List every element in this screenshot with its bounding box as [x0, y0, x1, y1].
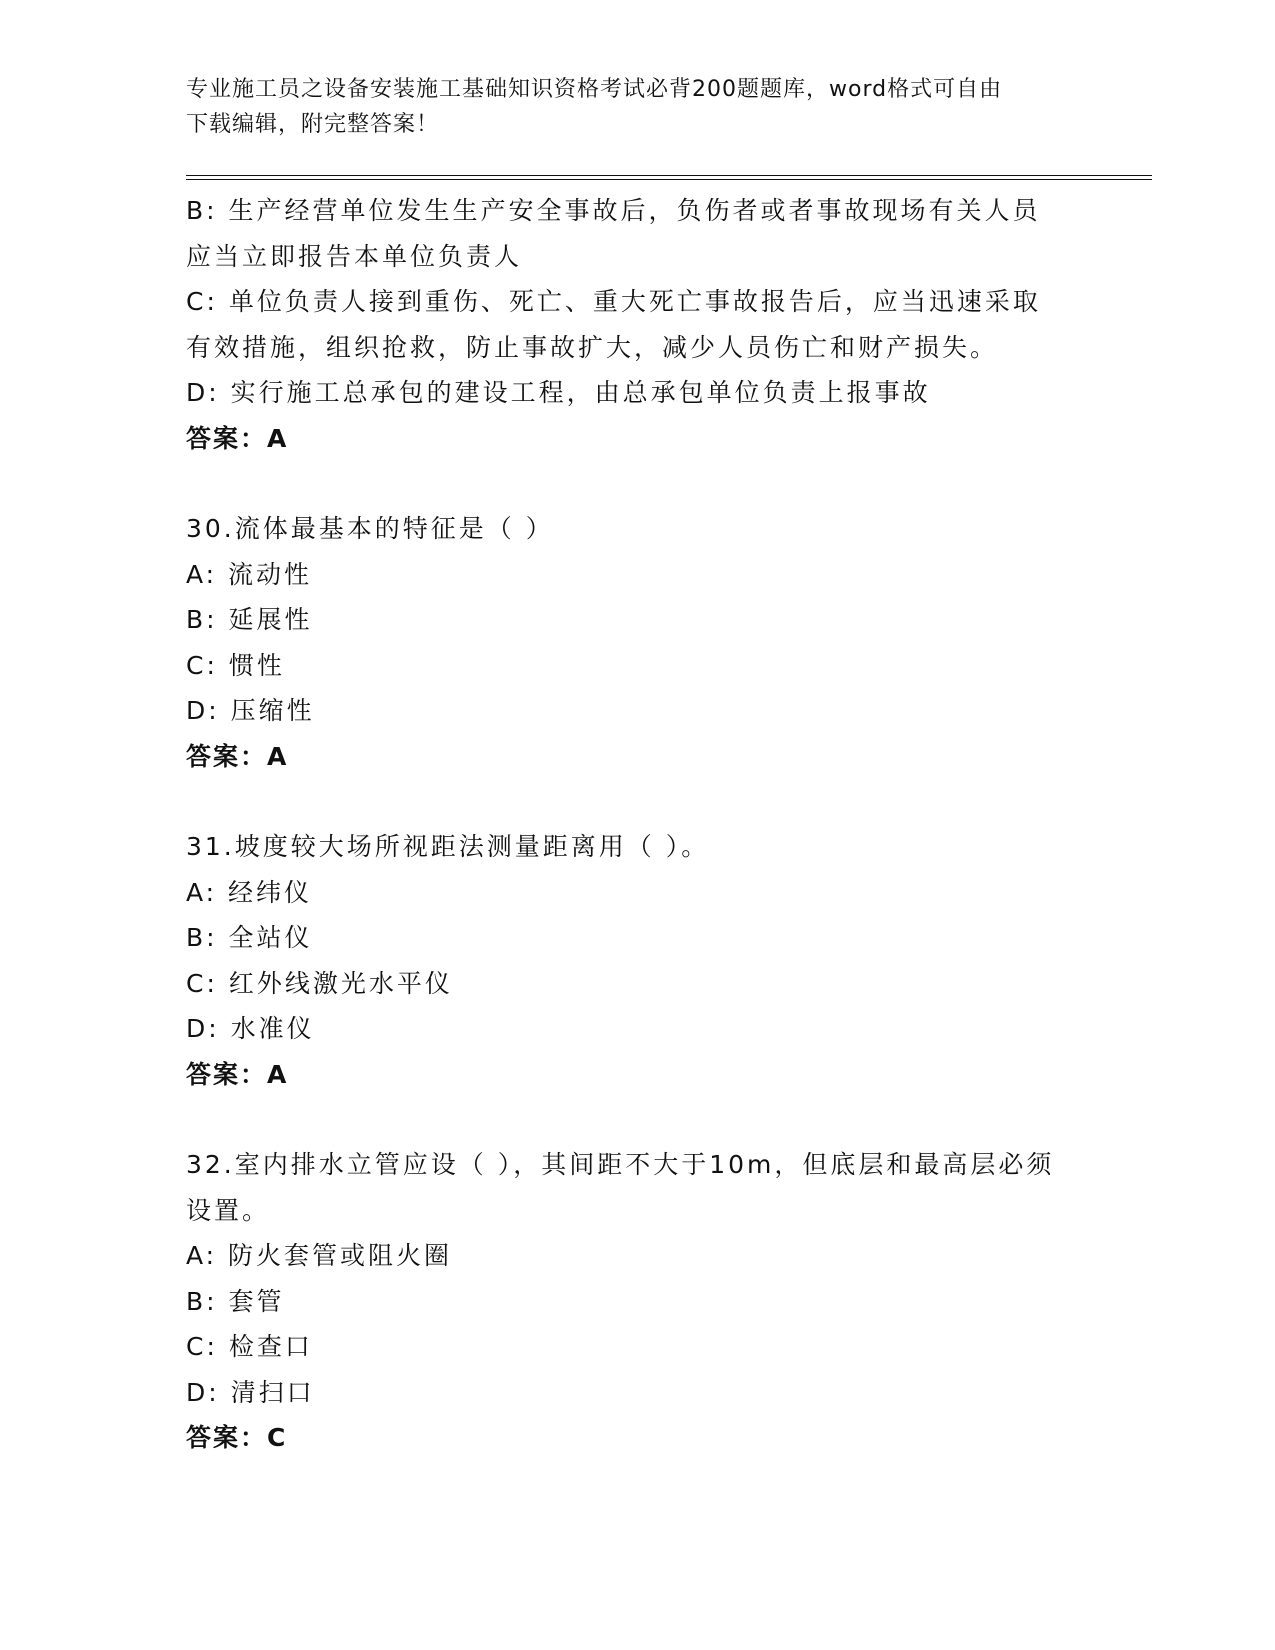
option-c-line-2: 有效措施，组织抢救，防止事故扩大，减少人员伤亡和财产损失。 [186, 332, 999, 362]
option-c: C: 检查口 [186, 1332, 313, 1361]
option-b-line-1: B: 生产经营单位发生生产安全事故后，负伤者或者事故现场有关人员 [186, 196, 1041, 225]
question-block-30 [186, 506, 1086, 779]
option-a: A: 防火套管或阻火圈 [186, 1241, 453, 1270]
option-b: B: 套管 [186, 1286, 285, 1316]
option-c: C: 红外线激光水平仪 [186, 968, 453, 998]
header-double-rule [186, 175, 1152, 180]
spacer [186, 1097, 1086, 1142]
option-a: A: 经纬仪 [186, 877, 313, 907]
option-c-line-1: C: 单位负责人接到重伤、死亡、重大死亡事故报告后，应当迅速采取 [186, 287, 1041, 316]
header-line-2: 下载编辑，附完整答案！ [186, 112, 440, 137]
answer-line: 答案：A [186, 423, 289, 453]
header-line-1: 专业施工员之设备安装施工基础知识资格考试必背200题题库，word格式可自由 [186, 77, 1003, 102]
answer-line: 答案：A [186, 1059, 289, 1089]
question-block-32 [186, 1142, 1086, 1461]
answer-line: 答案：C [186, 1423, 288, 1452]
option-b: B: 延展性 [186, 605, 313, 634]
question-block-29 [186, 188, 1086, 461]
document-header [186, 72, 1066, 142]
spacer [186, 779, 1086, 824]
document-body [186, 188, 1086, 1461]
question-stem: 30.流体最基本的特征是（ ） [186, 514, 554, 543]
question-stem-line-1: 32.室内排水立管应设（ ），其间距不大于10m，但底层和最高层必须 [186, 1150, 1055, 1179]
question-stem-line-2: 设置。 [186, 1195, 271, 1225]
answer-line: 答案：A [186, 741, 289, 771]
spacer [186, 461, 1086, 506]
option-d: D: 实行施工总承包的建设工程，由总承包单位负责上报事故 [186, 378, 931, 407]
option-a: A: 流动性 [186, 559, 313, 589]
option-c: C: 惯性 [186, 650, 285, 680]
option-d: D: 水准仪 [186, 1014, 315, 1043]
option-b: B: 全站仪 [186, 923, 313, 952]
question-stem: 31.坡度较大场所视距法测量距离用（ ）。 [186, 832, 710, 861]
option-d: D: 清扫口 [186, 1377, 315, 1407]
option-b-line-2: 应当立即报告本单位负责人 [186, 241, 523, 271]
question-block-31 [186, 824, 1086, 1097]
option-d: D: 压缩性 [186, 696, 315, 725]
